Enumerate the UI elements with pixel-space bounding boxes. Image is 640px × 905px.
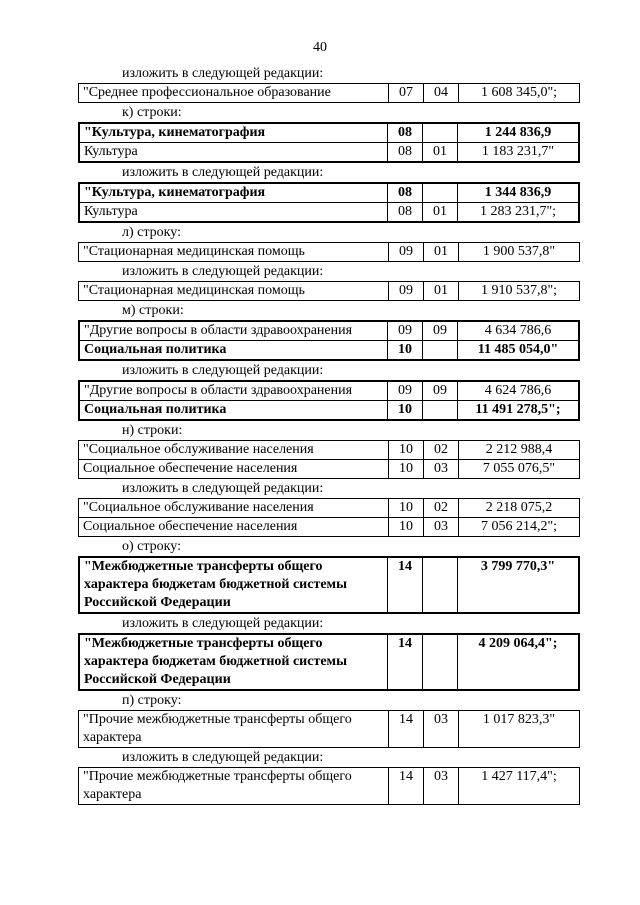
subsection-code-cell: 01 bbox=[424, 243, 459, 262]
amount-cell: 1 900 537,8" bbox=[459, 243, 580, 262]
table-row bbox=[79, 768, 580, 805]
subsection-code-cell: 03 bbox=[424, 518, 459, 537]
section-code-cell: 14 bbox=[388, 557, 423, 613]
subsection-code-cell: 01 bbox=[424, 282, 459, 301]
amount-cell: 1 910 537,8"; bbox=[459, 282, 580, 301]
row-name-cell: "Культура, кинематография bbox=[79, 123, 388, 143]
subsection-code-cell: 01 bbox=[423, 143, 458, 163]
subsection-code-cell: 04 bbox=[424, 84, 459, 103]
subsection-code-cell: 03 bbox=[424, 460, 459, 479]
amendment-caption: изложить в следующей редакции: bbox=[122, 264, 324, 279]
row-name-cell: Социальная политика bbox=[79, 401, 388, 421]
amendment-caption: изложить в следующей редакции: bbox=[122, 750, 324, 765]
table-row bbox=[79, 341, 579, 361]
table-row bbox=[79, 143, 579, 163]
table-row bbox=[79, 711, 580, 748]
row-name-cell: "Другие вопросы в области здравоохранения bbox=[79, 321, 388, 341]
amount-cell: 1 183 231,7" bbox=[458, 143, 580, 163]
amount-cell: 11 485 054,0" bbox=[458, 341, 580, 361]
table-row bbox=[79, 401, 579, 421]
table-row bbox=[79, 243, 580, 262]
amount-cell: 11 491 278,5"; bbox=[458, 401, 580, 421]
row-name-cell: "Межбюджетные трансферты общего характера бюджетам бюджетной системы Российской Федерации bbox=[79, 634, 388, 690]
table-row bbox=[79, 460, 580, 479]
amendment-caption: н) строки: bbox=[122, 423, 183, 438]
row-name-cell: "Межбюджетные трансферты общего характера бюджетам бюджетной системы Российской Федерации bbox=[79, 557, 388, 613]
subsection-code-cell: 02 bbox=[424, 441, 459, 460]
amount-cell: 7 055 076,5" bbox=[459, 460, 580, 479]
table-row bbox=[79, 441, 580, 460]
table-row bbox=[79, 123, 579, 143]
section-code-cell: 10 bbox=[389, 518, 424, 537]
section-code-cell: 10 bbox=[389, 460, 424, 479]
amendment-caption: изложить в следующей редакции: bbox=[122, 165, 324, 180]
amount-cell: 1 244 836,9 bbox=[458, 123, 580, 143]
subsection-code-cell: 02 bbox=[424, 499, 459, 518]
budget-table bbox=[78, 633, 580, 691]
row-name-cell: "Прочие межбюджетные трансферты общего характера bbox=[79, 768, 389, 805]
amendment-caption: п) строку: bbox=[122, 693, 182, 708]
table-row bbox=[79, 381, 579, 401]
section-code-cell: 14 bbox=[389, 711, 424, 748]
section-code-cell: 10 bbox=[388, 341, 423, 361]
amendment-caption: к) строки: bbox=[122, 105, 182, 120]
page-number: 40 bbox=[313, 40, 327, 55]
subsection-code-cell bbox=[423, 401, 458, 421]
amount-cell: 1 608 345,0"; bbox=[459, 84, 580, 103]
subsection-code-cell bbox=[423, 557, 458, 613]
amount-cell: 2 212 988,4 bbox=[459, 441, 580, 460]
section-code-cell: 07 bbox=[389, 84, 424, 103]
amendment-caption: м) строки: bbox=[122, 303, 184, 318]
row-name-cell: "Стационарная медицинская помощь bbox=[79, 243, 389, 262]
row-name-cell: "Среднее профессиональное образование bbox=[79, 84, 389, 103]
section-code-cell: 09 bbox=[388, 381, 423, 401]
row-name-cell: "Социальное обслуживание населения bbox=[79, 499, 389, 518]
row-name-cell: "Стационарная медицинская помощь bbox=[79, 282, 389, 301]
section-code-cell: 09 bbox=[388, 321, 423, 341]
amendment-caption: изложить в следующей редакции: bbox=[122, 616, 324, 631]
amendment-caption: л) строку: bbox=[122, 225, 181, 240]
budget-table bbox=[78, 281, 580, 301]
row-name-cell: "Культура, кинематография bbox=[79, 183, 388, 203]
budget-table bbox=[78, 83, 580, 103]
section-code-cell: 09 bbox=[389, 282, 424, 301]
budget-table bbox=[78, 380, 580, 421]
table-row bbox=[79, 282, 580, 301]
subsection-code-cell: 09 bbox=[423, 321, 458, 341]
amendment-caption: изложить в следующей редакции: bbox=[122, 363, 324, 378]
section-code-cell: 08 bbox=[388, 123, 423, 143]
amendment-caption: изложить в следующей редакции: bbox=[122, 481, 324, 496]
section-code-cell: 14 bbox=[389, 768, 424, 805]
amount-cell: 1 283 231,7"; bbox=[458, 203, 580, 223]
amount-cell: 1 017 823,3" bbox=[459, 711, 580, 748]
budget-table bbox=[78, 242, 580, 262]
table-row bbox=[79, 84, 580, 103]
amount-cell: 4 634 786,6 bbox=[458, 321, 580, 341]
subsection-code-cell: 01 bbox=[423, 203, 458, 223]
budget-table bbox=[78, 767, 580, 805]
table-row bbox=[79, 518, 580, 537]
row-name-cell: Социальная политика bbox=[79, 341, 388, 361]
row-name-cell: Социальное обеспечение населения bbox=[79, 460, 389, 479]
budget-table bbox=[78, 440, 580, 479]
row-name-cell: Культура bbox=[79, 143, 388, 163]
amendment-caption: изложить в следующей редакции: bbox=[122, 66, 324, 81]
subsection-code-cell bbox=[423, 341, 458, 361]
budget-table bbox=[78, 122, 580, 163]
subsection-code-cell: 03 bbox=[424, 768, 459, 805]
amount-cell: 2 218 075,2 bbox=[459, 499, 580, 518]
budget-table bbox=[78, 556, 580, 614]
amount-cell: 7 056 214,2"; bbox=[459, 518, 580, 537]
subsection-code-cell: 03 bbox=[424, 711, 459, 748]
subsection-code-cell: 09 bbox=[423, 381, 458, 401]
table-row bbox=[79, 321, 579, 341]
amount-cell: 1 344 836,9 bbox=[458, 183, 580, 203]
section-code-cell: 10 bbox=[389, 499, 424, 518]
subsection-code-cell bbox=[423, 123, 458, 143]
section-code-cell: 08 bbox=[388, 143, 423, 163]
table-row bbox=[79, 499, 580, 518]
section-code-cell: 10 bbox=[389, 441, 424, 460]
amount-cell: 3 799 770,3" bbox=[458, 557, 580, 613]
subsection-code-cell bbox=[423, 634, 458, 690]
budget-table bbox=[78, 710, 580, 748]
row-name-cell: "Социальное обслуживание населения bbox=[79, 441, 389, 460]
subsection-code-cell bbox=[423, 183, 458, 203]
section-code-cell: 14 bbox=[388, 634, 423, 690]
row-name-cell: Культура bbox=[79, 203, 388, 223]
amendment-caption: о) строку: bbox=[122, 539, 181, 554]
section-code-cell: 10 bbox=[388, 401, 423, 421]
table-row bbox=[79, 634, 579, 690]
budget-table bbox=[78, 498, 580, 537]
section-code-cell: 09 bbox=[389, 243, 424, 262]
amount-cell: 4 624 786,6 bbox=[458, 381, 580, 401]
section-code-cell: 08 bbox=[388, 183, 423, 203]
amount-cell: 1 427 117,4"; bbox=[459, 768, 580, 805]
row-name-cell: "Прочие межбюджетные трансферты общего характера bbox=[79, 711, 389, 748]
section-code-cell: 08 bbox=[388, 203, 423, 223]
row-name-cell: Социальное обеспечение населения bbox=[79, 518, 389, 537]
table-row bbox=[79, 557, 579, 613]
row-name-cell: "Другие вопросы в области здравоохранения bbox=[79, 381, 388, 401]
table-row bbox=[79, 203, 579, 223]
document-body bbox=[78, 64, 580, 805]
budget-table bbox=[78, 182, 580, 223]
budget-table bbox=[78, 320, 580, 361]
amount-cell: 4 209 064,4"; bbox=[458, 634, 580, 690]
table-row bbox=[79, 183, 579, 203]
